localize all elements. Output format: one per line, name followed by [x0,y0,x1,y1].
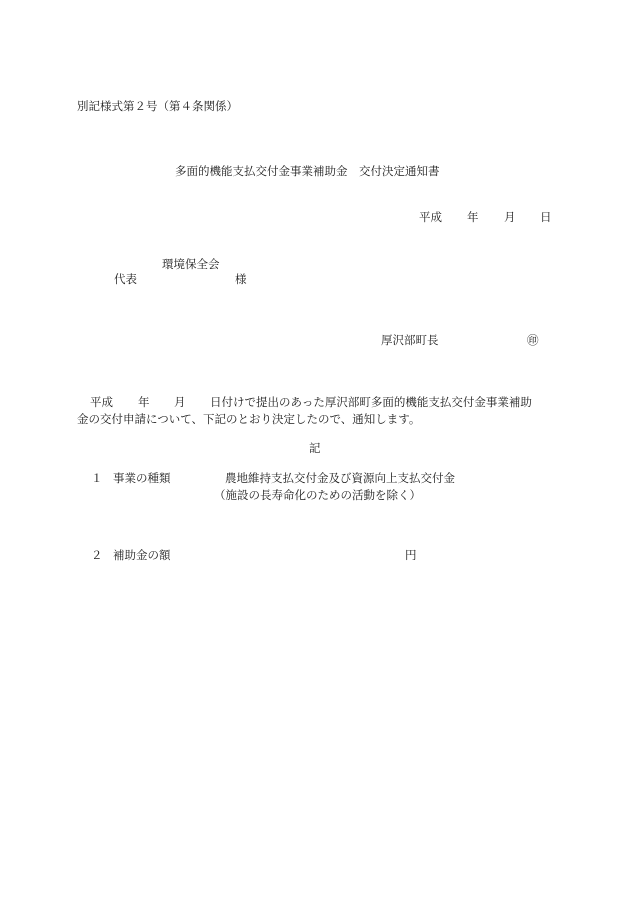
body-year: 年 [138,395,150,409]
seal-mark: ㊞ [527,333,539,347]
item-value-business-type: 農地維持支払交付金及び資源向上支払交付金 [225,471,455,485]
addressee-honorific: 様 [235,272,247,286]
date-month: 月 [504,210,516,224]
form-number: 別記様式第２号（第４条関係） [77,99,238,113]
body-line-1 [77,394,557,411]
item-number: ２ [91,548,103,562]
addressee-organization: 環境保全会 [162,257,220,271]
body-month: 月 [174,395,186,409]
ki-heading: 記 [309,441,321,455]
body-line-2: 金の交付申請について、下記のとおり決定したので、通知します。 [77,412,421,426]
item-label-subsidy-amount: 補助金の額 [113,548,171,562]
item-label-business-type: 事業の種類 [113,471,171,485]
sender-title: 厚沢部町長 [381,333,439,347]
date-era: 平成 [419,210,442,224]
body-era: 平成 [90,395,113,409]
body-paragraph [77,394,557,428]
item-number: １ [91,471,103,485]
item-note-business-type: （施設の長寿命化のための活動を除く） [214,488,421,502]
item-unit-yen: 円 [405,548,417,562]
addressee-representative: 代表 [114,272,137,286]
body-line-1-text: 日付けで提出のあった厚沢部町多面的機能支払交付金事業補助 [210,395,532,409]
date-day: 日 [540,210,552,224]
document-title: 多面的機能支払交付金事業補助金 交付決定通知書 [175,164,440,178]
date-year: 年 [467,210,479,224]
